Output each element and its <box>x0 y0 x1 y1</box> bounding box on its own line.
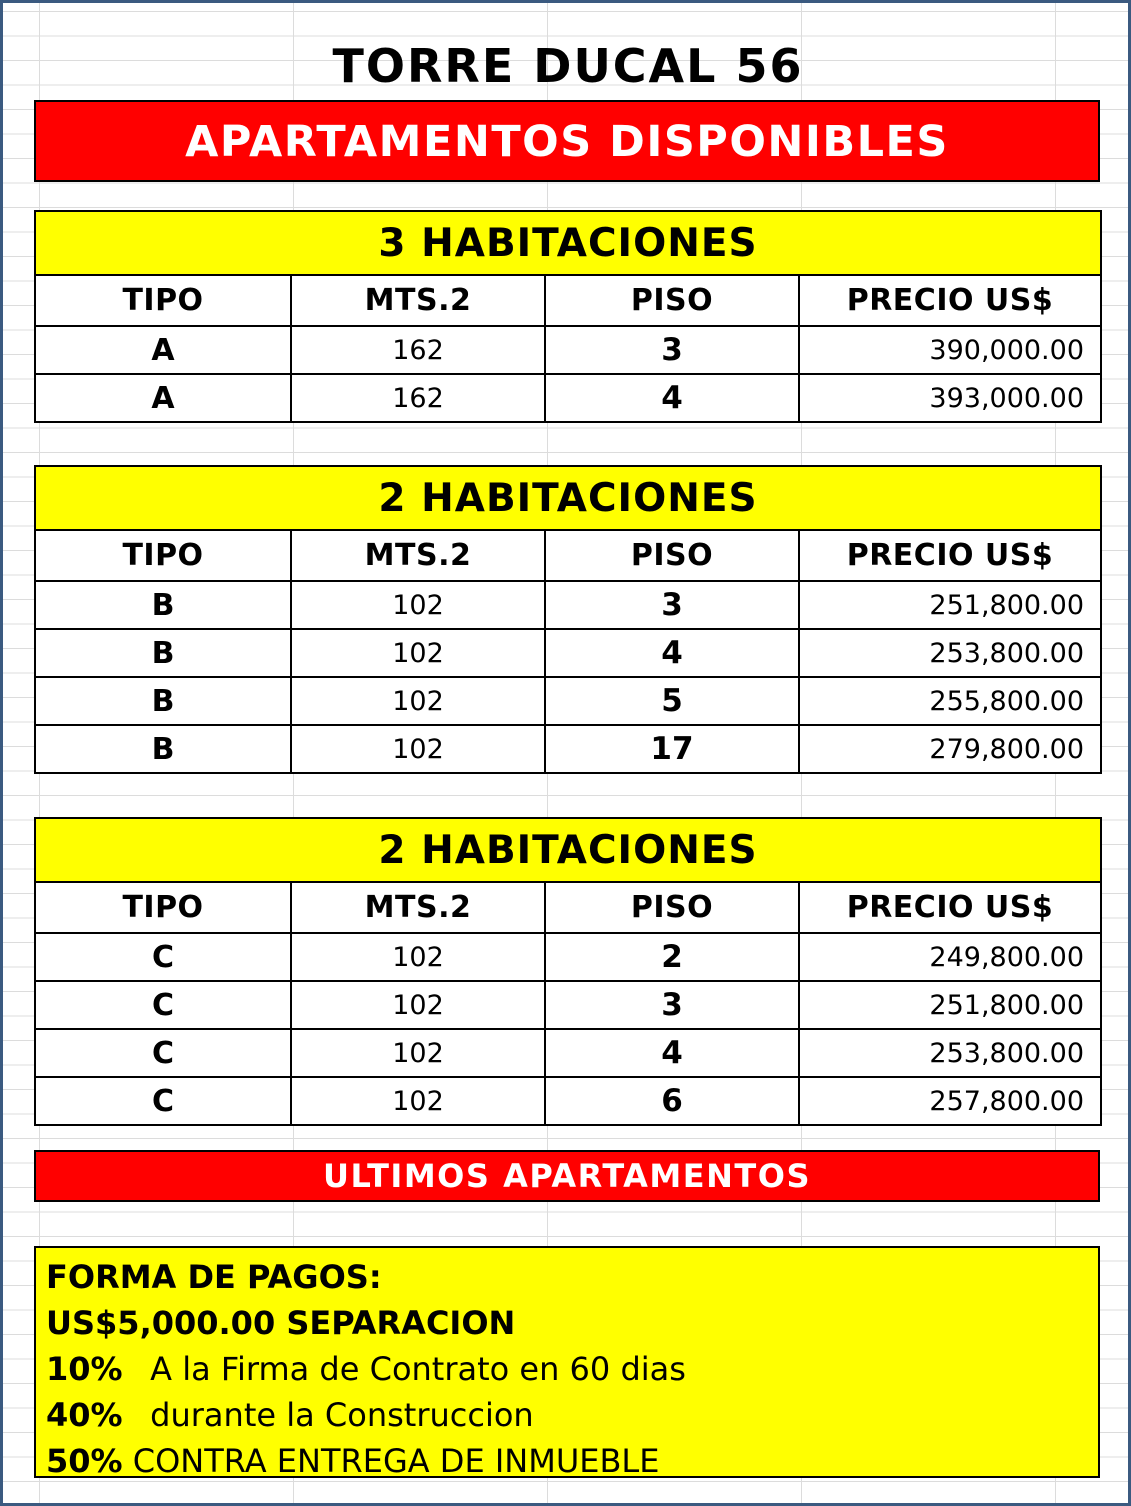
cell-piso: 3 <box>545 326 799 374</box>
cell-precio: 393,000.00 <box>799 374 1101 422</box>
payment-percent: 40% <box>46 1396 123 1434</box>
page-title: TORRE DUCAL 56 <box>332 39 804 93</box>
cell-precio: 253,800.00 <box>799 1029 1101 1077</box>
table-row <box>35 326 1101 374</box>
section-table-3-habitaciones <box>34 210 1102 423</box>
cell-piso: 3 <box>545 981 799 1029</box>
cell-tipo: B <box>35 581 291 629</box>
table-row <box>35 933 1101 981</box>
cell-precio: 253,800.00 <box>799 629 1101 677</box>
payment-text: A la Firma de Contrato en 60 dias <box>150 1350 686 1388</box>
cell-tipo: A <box>35 374 291 422</box>
table-row <box>35 677 1101 725</box>
payment-percent: 50% <box>46 1442 123 1480</box>
payment-text: CONTRA ENTREGA DE INMUEBLE <box>132 1442 660 1480</box>
cell-tipo: C <box>35 981 291 1029</box>
cell-piso: 17 <box>545 725 799 773</box>
last-apartments-banner: ULTIMOS APARTAMENTOS <box>34 1150 1100 1202</box>
payment-percent: 10% <box>46 1350 123 1388</box>
payment-item <box>46 1438 1098 1484</box>
payment-heading: FORMA DE PAGOS: <box>46 1258 382 1296</box>
available-apartments-banner: APARTAMENTOS DISPONIBLES <box>34 100 1100 182</box>
table-row <box>35 1029 1101 1077</box>
header-tipo: TIPO <box>35 275 291 326</box>
table-row <box>35 374 1101 422</box>
cell-mts: 102 <box>291 981 545 1029</box>
cell-mts: 102 <box>291 933 545 981</box>
cell-tipo: B <box>35 629 291 677</box>
table-row <box>35 725 1101 773</box>
section-table-2-habitaciones-c <box>34 817 1102 1126</box>
cell-piso: 2 <box>545 933 799 981</box>
cell-piso: 4 <box>545 629 799 677</box>
cell-piso: 4 <box>545 374 799 422</box>
section-heading: 2 HABITACIONES <box>35 466 1101 530</box>
cell-precio: 390,000.00 <box>799 326 1101 374</box>
cell-tipo: C <box>35 1077 291 1125</box>
payment-separacion: US$5,000.00 SEPARACION <box>46 1304 516 1342</box>
header-precio: PRECIO US$ <box>799 530 1101 581</box>
cell-mts: 102 <box>291 1077 545 1125</box>
cell-tipo: B <box>35 725 291 773</box>
cell-piso: 4 <box>545 1029 799 1077</box>
table-row <box>35 629 1101 677</box>
header-mts: MTS.2 <box>291 275 545 326</box>
payment-text: durante la Construccion <box>150 1396 534 1434</box>
payment-item <box>46 1392 1098 1438</box>
payment-item <box>46 1346 1098 1392</box>
cell-mts: 102 <box>291 677 545 725</box>
cell-mts: 162 <box>291 374 545 422</box>
cell-precio: 255,800.00 <box>799 677 1101 725</box>
cell-mts: 102 <box>291 581 545 629</box>
table-row <box>35 1077 1101 1125</box>
cell-mts: 162 <box>291 326 545 374</box>
cell-precio: 251,800.00 <box>799 981 1101 1029</box>
cell-mts: 102 <box>291 725 545 773</box>
cell-tipo: B <box>35 677 291 725</box>
cell-mts: 102 <box>291 1029 545 1077</box>
cell-tipo: A <box>35 326 291 374</box>
table-row <box>35 981 1101 1029</box>
payment-terms-box <box>34 1246 1100 1478</box>
cell-precio: 257,800.00 <box>799 1077 1101 1125</box>
header-piso: PISO <box>545 882 799 933</box>
cell-mts: 102 <box>291 629 545 677</box>
header-tipo: TIPO <box>35 882 291 933</box>
header-mts: MTS.2 <box>291 882 545 933</box>
header-precio: PRECIO US$ <box>799 275 1101 326</box>
cell-precio: 279,800.00 <box>799 725 1101 773</box>
cell-piso: 6 <box>545 1077 799 1125</box>
header-tipo: TIPO <box>35 530 291 581</box>
cell-piso: 3 <box>545 581 799 629</box>
header-precio: PRECIO US$ <box>799 882 1101 933</box>
cell-precio: 251,800.00 <box>799 581 1101 629</box>
cell-precio: 249,800.00 <box>799 933 1101 981</box>
cell-piso: 5 <box>545 677 799 725</box>
cell-tipo: C <box>35 933 291 981</box>
cell-tipo: C <box>35 1029 291 1077</box>
header-piso: PISO <box>545 530 799 581</box>
table-row <box>35 581 1101 629</box>
section-heading: 2 HABITACIONES <box>35 818 1101 882</box>
section-table-2-habitaciones-b <box>34 465 1102 774</box>
section-heading: 3 HABITACIONES <box>35 211 1101 275</box>
header-mts: MTS.2 <box>291 530 545 581</box>
header-piso: PISO <box>545 275 799 326</box>
